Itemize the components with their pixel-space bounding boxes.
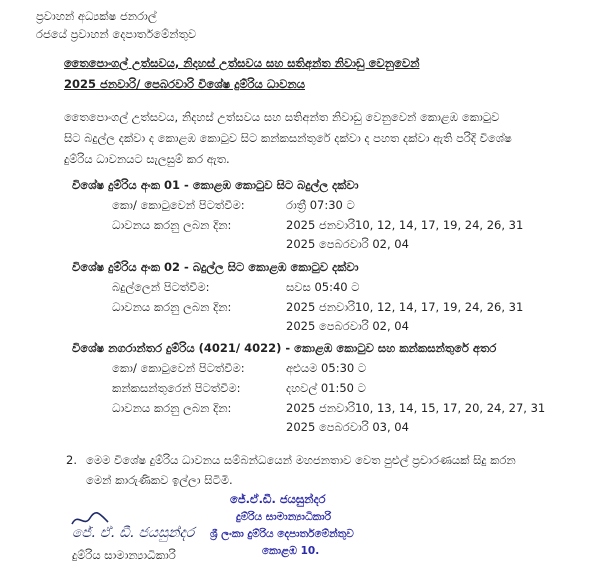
section2-days-feb: 2025 පෙබරවාරි 02, 04 [286,319,409,333]
section2-days-label: ධාවනය කරනු ලබන දින: [112,300,232,314]
section3-days-label: ධාවනය කරනු ලබන දින: [112,401,232,415]
note-line2: මෙන් කාරුණිකව ඉල්ලා සිටිමි. [86,473,233,487]
section3-heading: විශේෂ නගරාන්තර දුම්රිය (4021/ 4022) - කොළඹ කොටුව සහ කන්කසන්තුරේ අතර [72,341,497,355]
intro-line1: තෛපොංගල් උත්සවය, නිදහස් උත්සවය සහ සතිඅන්ත නිවාඩු වෙනුවෙන් කොළඹ කොටුව [64,110,500,124]
section3-days-feb: 2025 පෙබරවාරි 03, 04 [286,420,409,434]
note-line1: මෙම විශේෂ දුම්රිය ධාවනය සම්බන්ධයෙන් මහජනතාව වෙත පුළුල් ප්‍රචාරණයක් සිදු කරන [86,453,516,467]
intro-line2: සිට බදුල්ල දක්වා ද කොළඹ කොටුව සිට කන්කසන්තුරේ දක්වා ද පහත දක්වා ඇති පරිදි විශේෂ [64,131,512,145]
section2-depart-label: බදුල්ලෙන් පිටත්වීම: [112,280,210,294]
section3-depart1-value: අළුයම 05:30 ට [286,361,367,375]
section1-heading: විශේෂ දුම්රිය අංක 01 - කොළඹ කොටුව සිට බදුල්ල දක්වා [72,178,359,192]
signed-name: ජේ. ඒ. ඩී. ජයසුන්දර [72,525,195,541]
stamp-title: දුම්රිය සාමාන්‍යාධිකාරි [236,511,332,523]
stamp-department: ශ්‍රී ලංකා දුම්රිය දෙපාර්තමේන්තුව [210,528,354,540]
section2-depart-value: සවස 05:40 ට [286,280,360,294]
stamp-location: කොළඹ 10. [262,545,320,557]
document-title-line1: තෛපොංගල් උත්සවය, නිදහස් උත්සවය සහ සතිඅන්ත නිවාඩු වෙනුවෙන් [64,56,420,70]
section3-depart1-label: කො/ කොටුවෙන් පිටත්වීම: [112,361,245,375]
section1-depart-label: කො/ කොටුවෙන් පිටත්වීම: [112,198,245,212]
note-number: 2. [66,453,77,467]
section3-depart2-value: දහවල් 01:50 ට [286,381,366,395]
section2-days-jan: 2025 ජනවාරි10, 12, 14, 17, 19, 24, 26, 31 [286,300,524,314]
document-title-line2: 2025 ජනවාරි/ පෙබරවාරි විශේෂ දුම්රිය ධාවනය [64,77,306,91]
signed-title: දුම්රිය සාමාන්‍යාධිකාරි [72,548,176,562]
section1-days-jan: 2025 ජනවාරි10, 12, 14, 17, 19, 24, 26, 31 [286,218,524,232]
stamp-name: ජේ.ඒ.ඩී. ජයසුන්දර [230,492,326,506]
header-department: රජයේ ප්‍රවාහන් දෙපාර්තමේන්තුව [36,27,197,41]
header-title: ප්‍රවාහන් අධ්‍යක්ෂ ජනරාල් [36,9,157,23]
section3-depart2-label: කන්කසන්තුරෙන් පිටත්වීම: [112,381,241,395]
section1-days-label: ධාවනය කරනු ලබන දින: [112,218,232,232]
section3-days-jan: 2025 ජනවාරි10, 13, 14, 15, 17, 20, 24, 27, 31 [286,401,546,415]
section1-depart-value: රාත්‍රී 07:30 ට [286,198,355,212]
section2-heading: විශේෂ දුම්රිය අංක 02 - බදුල්ල සිට කොළඹ කොටුව දක්වා [72,260,359,274]
section1-days-feb: 2025 පෙබරවාරි 02, 04 [286,237,409,251]
intro-line3: දුම්රිය ධාවනයට සැලසුම් කර ඇත. [64,152,230,166]
